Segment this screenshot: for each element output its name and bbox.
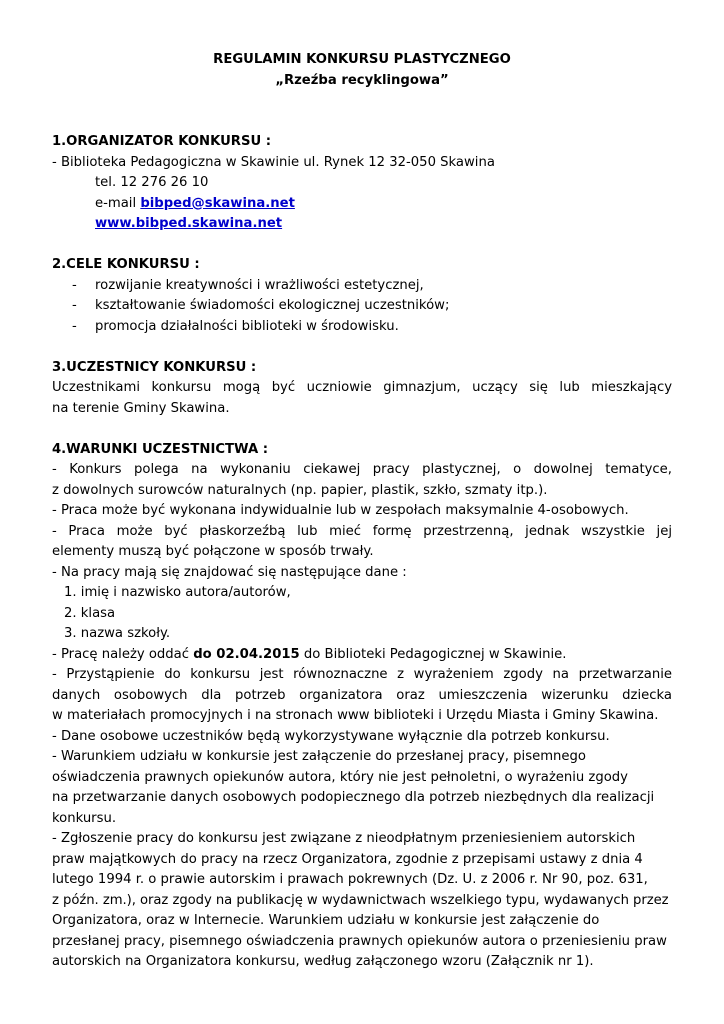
rule-text: - Konkurs polega na wykonaniu ciekawej pracy plastycznej, o dowolnej tematyce, bbox=[52, 462, 672, 477]
section-2-heading: 2.CELE KONKURSU : bbox=[52, 257, 200, 272]
section-3-heading: 3.UCZESTNICY KONKURSU : bbox=[52, 359, 257, 375]
organizer-email-line bbox=[52, 194, 672, 215]
rule-text: oświadczenia prawnych opiekunów autora, który nie jest pełnoletni, o wyrażeniu zgody bbox=[52, 769, 628, 785]
rule-text: - Praca może być płaskorzeźbą lub mieć formę przestrzenną, jednak wszystkie jej bbox=[52, 523, 672, 539]
email-label: e-mail bbox=[95, 195, 141, 211]
document-subtitle: „Rzeźba recyklingowa” bbox=[275, 72, 449, 88]
rule-text: przesłanej pracy, pisemnego oświadczenia prawnych opiekunów autora o przeniesieniu praw bbox=[52, 933, 667, 949]
rule-text: - Przystąpienie do konkursu jest równoznaczne z wyrażeniem zgody na przetwarzanie bbox=[52, 667, 672, 682]
participants-text: Uczestnikami konkursu mogą być uczniowie gimnazjum, uczący się lub mieszkający bbox=[52, 380, 672, 395]
goal-item: - kształtowanie świadomości ekologicznej uczestników; bbox=[72, 298, 450, 313]
organizer-website-line bbox=[52, 214, 672, 235]
goal-item: - rozwijanie kreatywności i wrażliwości estetycznej, bbox=[72, 277, 424, 293]
section-1-heading: 1.ORGANIZATOR KONKURSU : bbox=[52, 134, 272, 149]
rule-text: - Warunkiem udziału w konkursie jest załączenie do przesłanej pracy, pisemnego bbox=[52, 749, 586, 764]
rule-text: autorskich na Organizatora konkursu, według załączonego wzoru (Załącznik nr 1). bbox=[52, 954, 594, 969]
deadline-line: - Pracę należy oddać do 02.04.2015 do Biblioteki Pedagogicznej w Skawinie. bbox=[52, 646, 567, 662]
rule-text: Organizatora, oraz w Internecie. Warunkiem udziału w konkursie jest załączenie do bbox=[52, 913, 600, 928]
required-data-item: 1. imię i nazwisko autora/autorów, bbox=[64, 585, 291, 600]
rule-text: elementy muszą być połączone w sposób trwały. bbox=[52, 544, 374, 559]
rule-text: praw majątkowych do pracy na rzecz Organizatora, zgodnie z przepisami ustawy z dnia 4 bbox=[52, 851, 643, 867]
rule-text: na przetwarzanie danych osobowych podopiecznego dla potrzeb niezbędnych dla realizacji bbox=[52, 790, 655, 805]
organizer-address: - Biblioteka Pedagogiczna w Skawinie ul. Rynek 12 32-050 Skawina bbox=[52, 154, 495, 170]
rule-text: konkursu. bbox=[52, 810, 117, 826]
rule-text: - Na pracy mają się znajdować się następujące dane : bbox=[52, 564, 407, 580]
organizer-phone: tel. 12 276 26 10 bbox=[95, 175, 209, 190]
email-link[interactable]: bibped@skawina.net bbox=[140, 195, 295, 211]
rule-text: danych osobowych dla potrzeb organizatora oraz umieszczenia wizerunku dziecka bbox=[52, 687, 672, 703]
rule-text: z dowolnych surowców naturalnych (np. papier, plastik, szkło, szmaty itp.). bbox=[52, 482, 548, 498]
participants-text: na terenie Gminy Skawina. bbox=[52, 400, 230, 416]
rule-text: - Praca może być wykonana indywidualnie lub w zespołach maksymalnie 4-osobowych. bbox=[52, 503, 629, 518]
required-data-item: 3. nazwa szkoły. bbox=[64, 626, 171, 641]
section-4-heading: 4.WARUNKI UCZESTNICTWA : bbox=[52, 441, 269, 457]
document-page bbox=[52, 50, 672, 973]
deadline-date: do 02.04.2015 bbox=[193, 646, 300, 662]
rule-text: w materiałach promocyjnych i na stronach www biblioteki i Urzędu Miasta i Gminy Skawina. bbox=[52, 708, 659, 723]
rule-text: - Dane osobowe uczestników będą wykorzystywane wyłącznie dla potrzeb konkursu. bbox=[52, 728, 610, 744]
rule-text: z późn. zm.), oraz zgody na publikację w wydawnictwach wszelkiego typu, wydawanych przez bbox=[52, 892, 669, 908]
rule-text: - Zgłoszenie pracy do konkursu jest związane z nieodpłatnym przeniesieniem autorskich bbox=[52, 831, 636, 846]
document-title: REGULAMIN KONKURSU PLASTYCZNEGO bbox=[213, 52, 511, 67]
required-data-item: 2. klasa bbox=[64, 605, 116, 621]
goal-item: - promocja działalności biblioteki w środowisku. bbox=[72, 318, 399, 334]
rule-text: lutego 1994 r. o prawie autorskim i prawach pokrewnych (Dz. U. z 2006 r. Nr 90, poz. 631, bbox=[52, 872, 648, 887]
website-link[interactable]: www.bibped.skawina.net bbox=[95, 216, 283, 231]
